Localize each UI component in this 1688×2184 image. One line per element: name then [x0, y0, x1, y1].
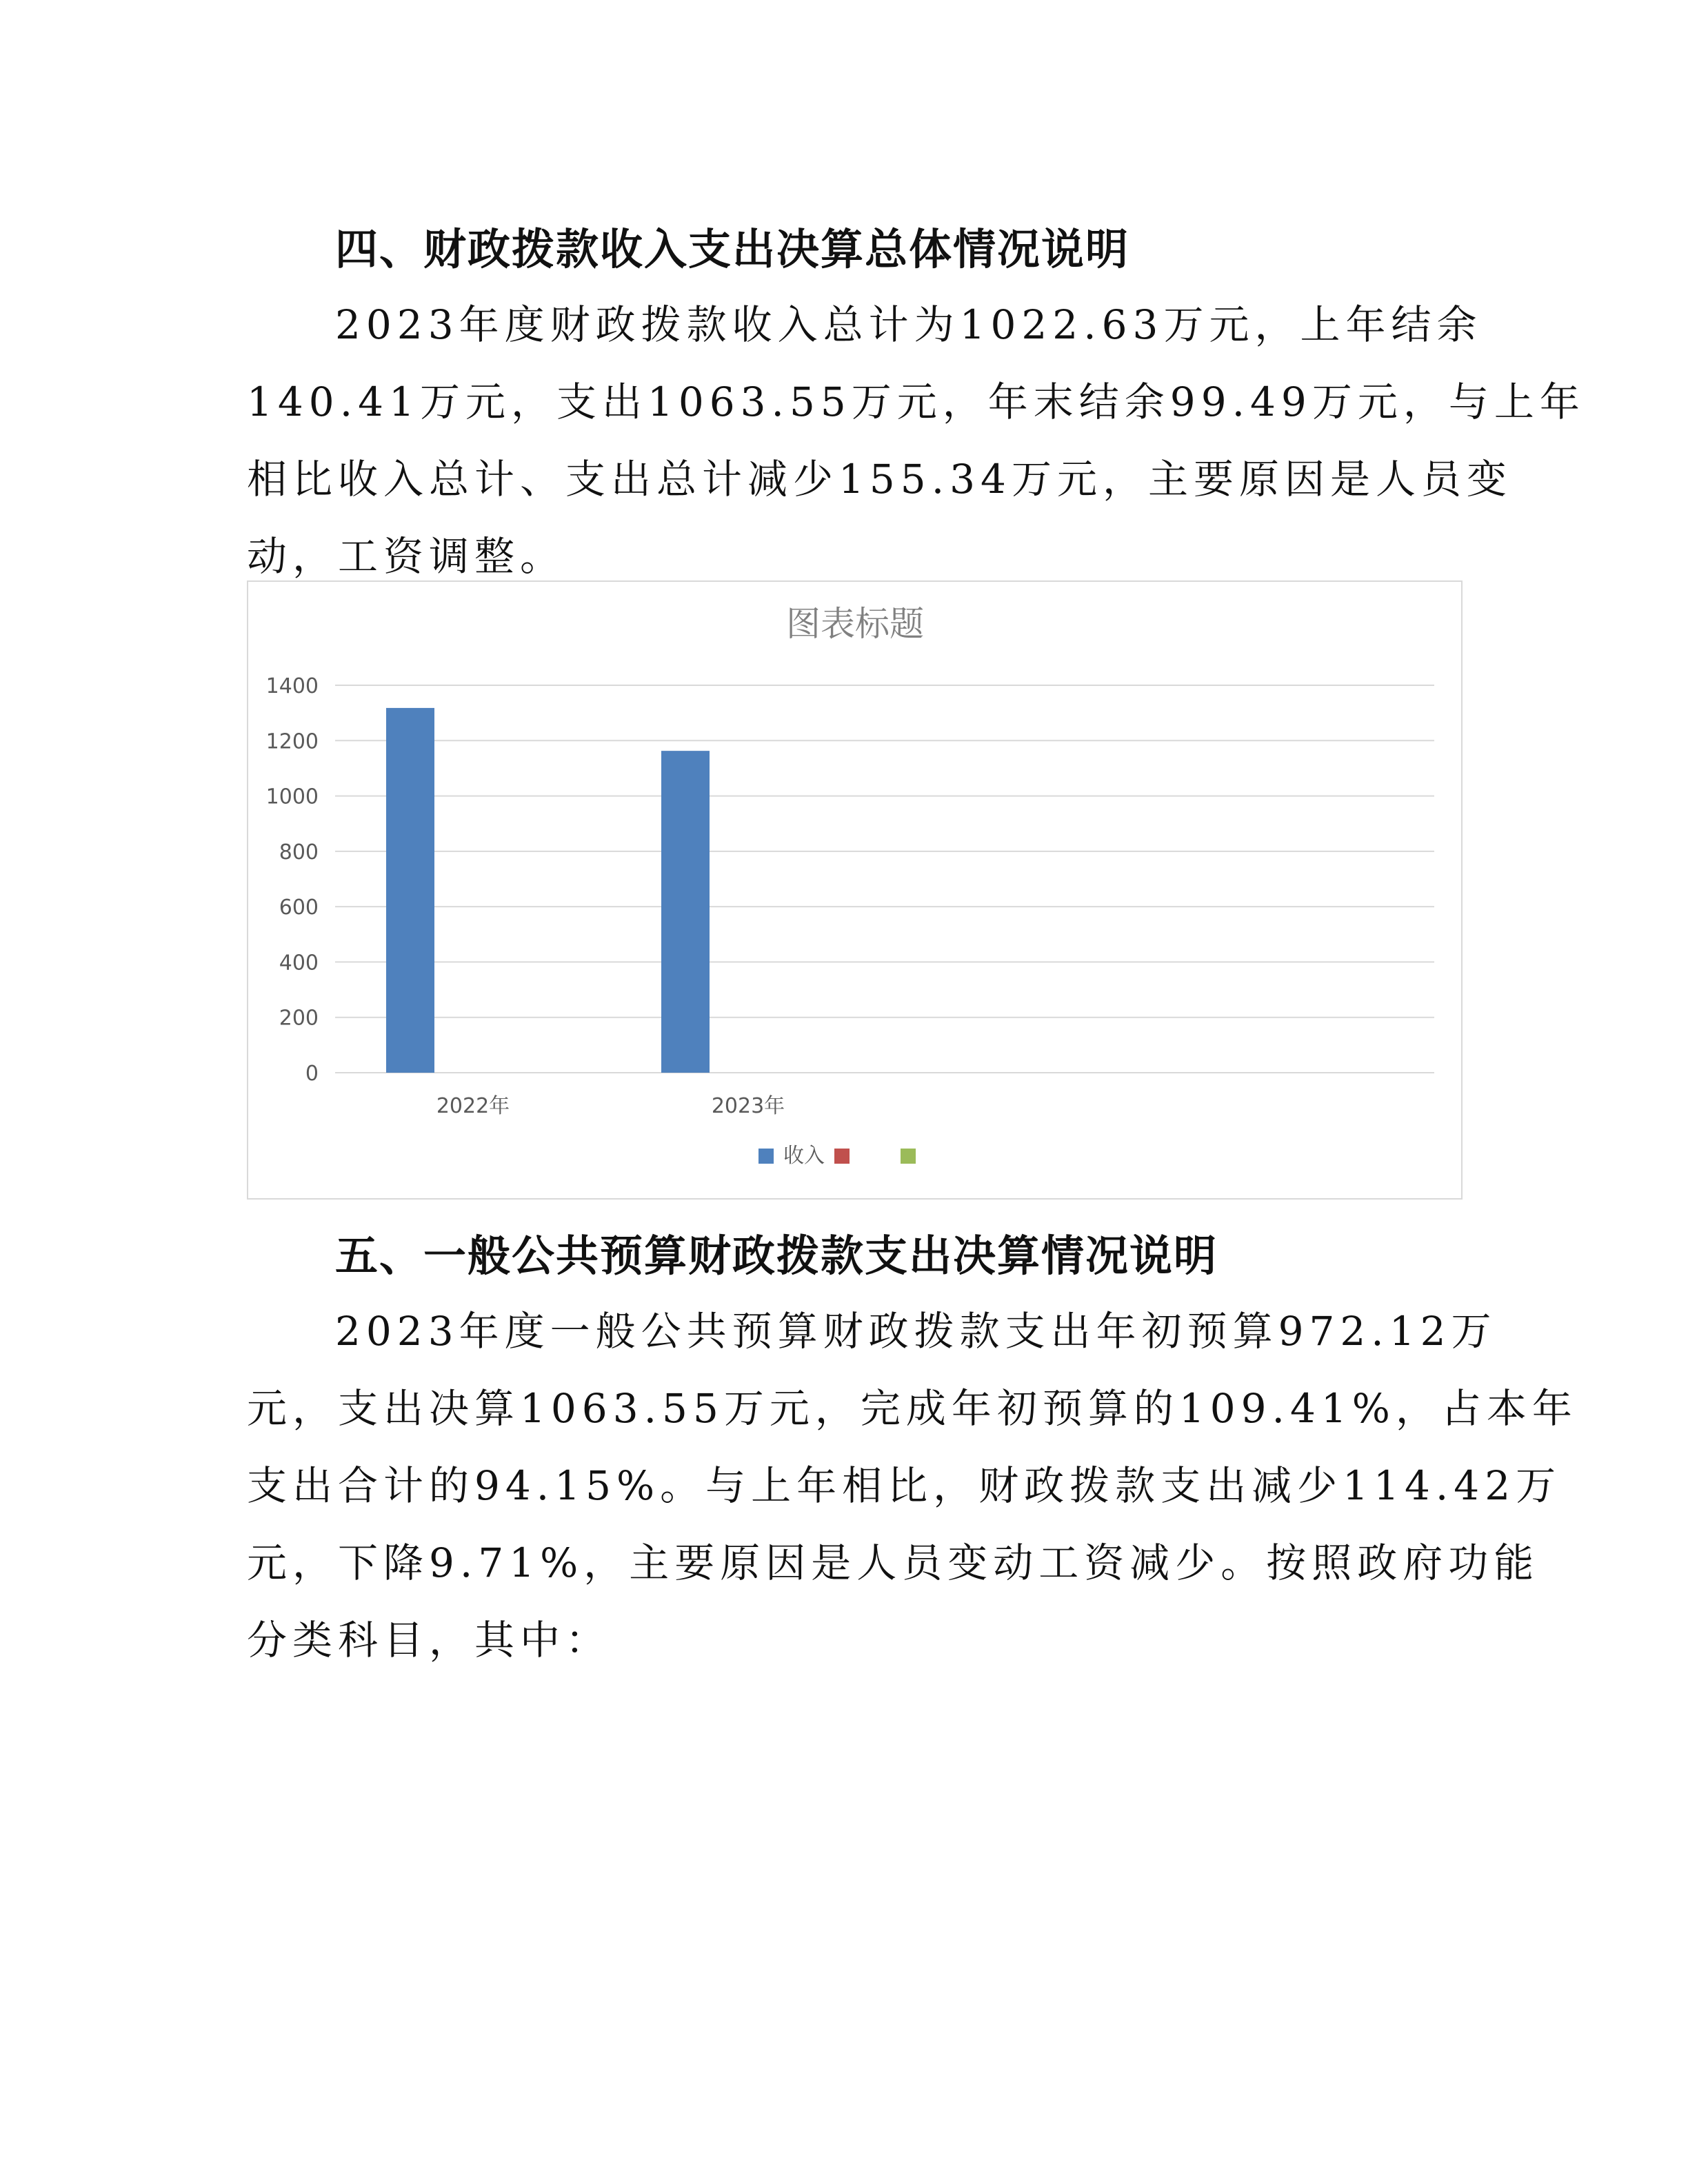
- legend-swatch: [834, 1149, 850, 1164]
- y-tick-label: 800: [279, 840, 319, 865]
- chart-frame: [247, 580, 1463, 1200]
- section5-line-5: 分类科目，其中：: [247, 1617, 612, 1664]
- section5-line-4: 元，下降9.71%，主要原因是人员变动工资减少。按照政府功能: [247, 1539, 1540, 1586]
- section4-line-2: 140.41万元，支出1063.55万元，年末结余99.49万元，与上年: [247, 378, 1585, 425]
- bar: [661, 751, 710, 1073]
- x-tick-label: 2023年: [711, 1094, 785, 1118]
- y-tick-label: 400: [279, 951, 319, 975]
- section5-line-1: 2023年度一般公共预算财政拨款支出年初预算972.12万: [335, 1308, 1497, 1355]
- bar: [386, 708, 434, 1073]
- section5-heading: 五、一般公共预算财政拨款支出决算情况说明: [335, 1231, 1218, 1281]
- y-tick-label: 1200: [265, 729, 319, 754]
- y-tick-label: 1000: [265, 785, 319, 809]
- y-tick-label: 0: [305, 1062, 319, 1086]
- y-tick-label: 600: [279, 896, 319, 920]
- section4-heading: 四、财政拨款收入支出决算总体情况说明: [335, 224, 1130, 274]
- y-tick-label: 1400: [265, 674, 319, 698]
- x-tick-label: 2022年: [436, 1094, 510, 1118]
- section5-line-3: 支出合计的94.15%。与上年相比，财政拨款支出减少114.42万: [247, 1462, 1562, 1509]
- y-tick-label: 200: [279, 1006, 319, 1031]
- bar-chart: [248, 582, 1461, 1198]
- legend-swatch: [901, 1149, 916, 1164]
- legend-label: 收入: [783, 1144, 825, 1168]
- chart-title: 图表标题: [786, 604, 924, 644]
- section4-line-3: 相比收入总计、支出总计减少155.34万元，主要原因是人员变: [247, 456, 1512, 503]
- legend-swatch: [758, 1149, 774, 1164]
- section5-line-2: 元，支出决算1063.55万元，完成年初预算的109.41%，占本年: [247, 1385, 1578, 1432]
- section4-line-4: 动，工资调整。: [247, 533, 566, 580]
- section4-line-1: 2023年度财政拨款收入总计为1022.63万元，上年结余: [335, 301, 1483, 348]
